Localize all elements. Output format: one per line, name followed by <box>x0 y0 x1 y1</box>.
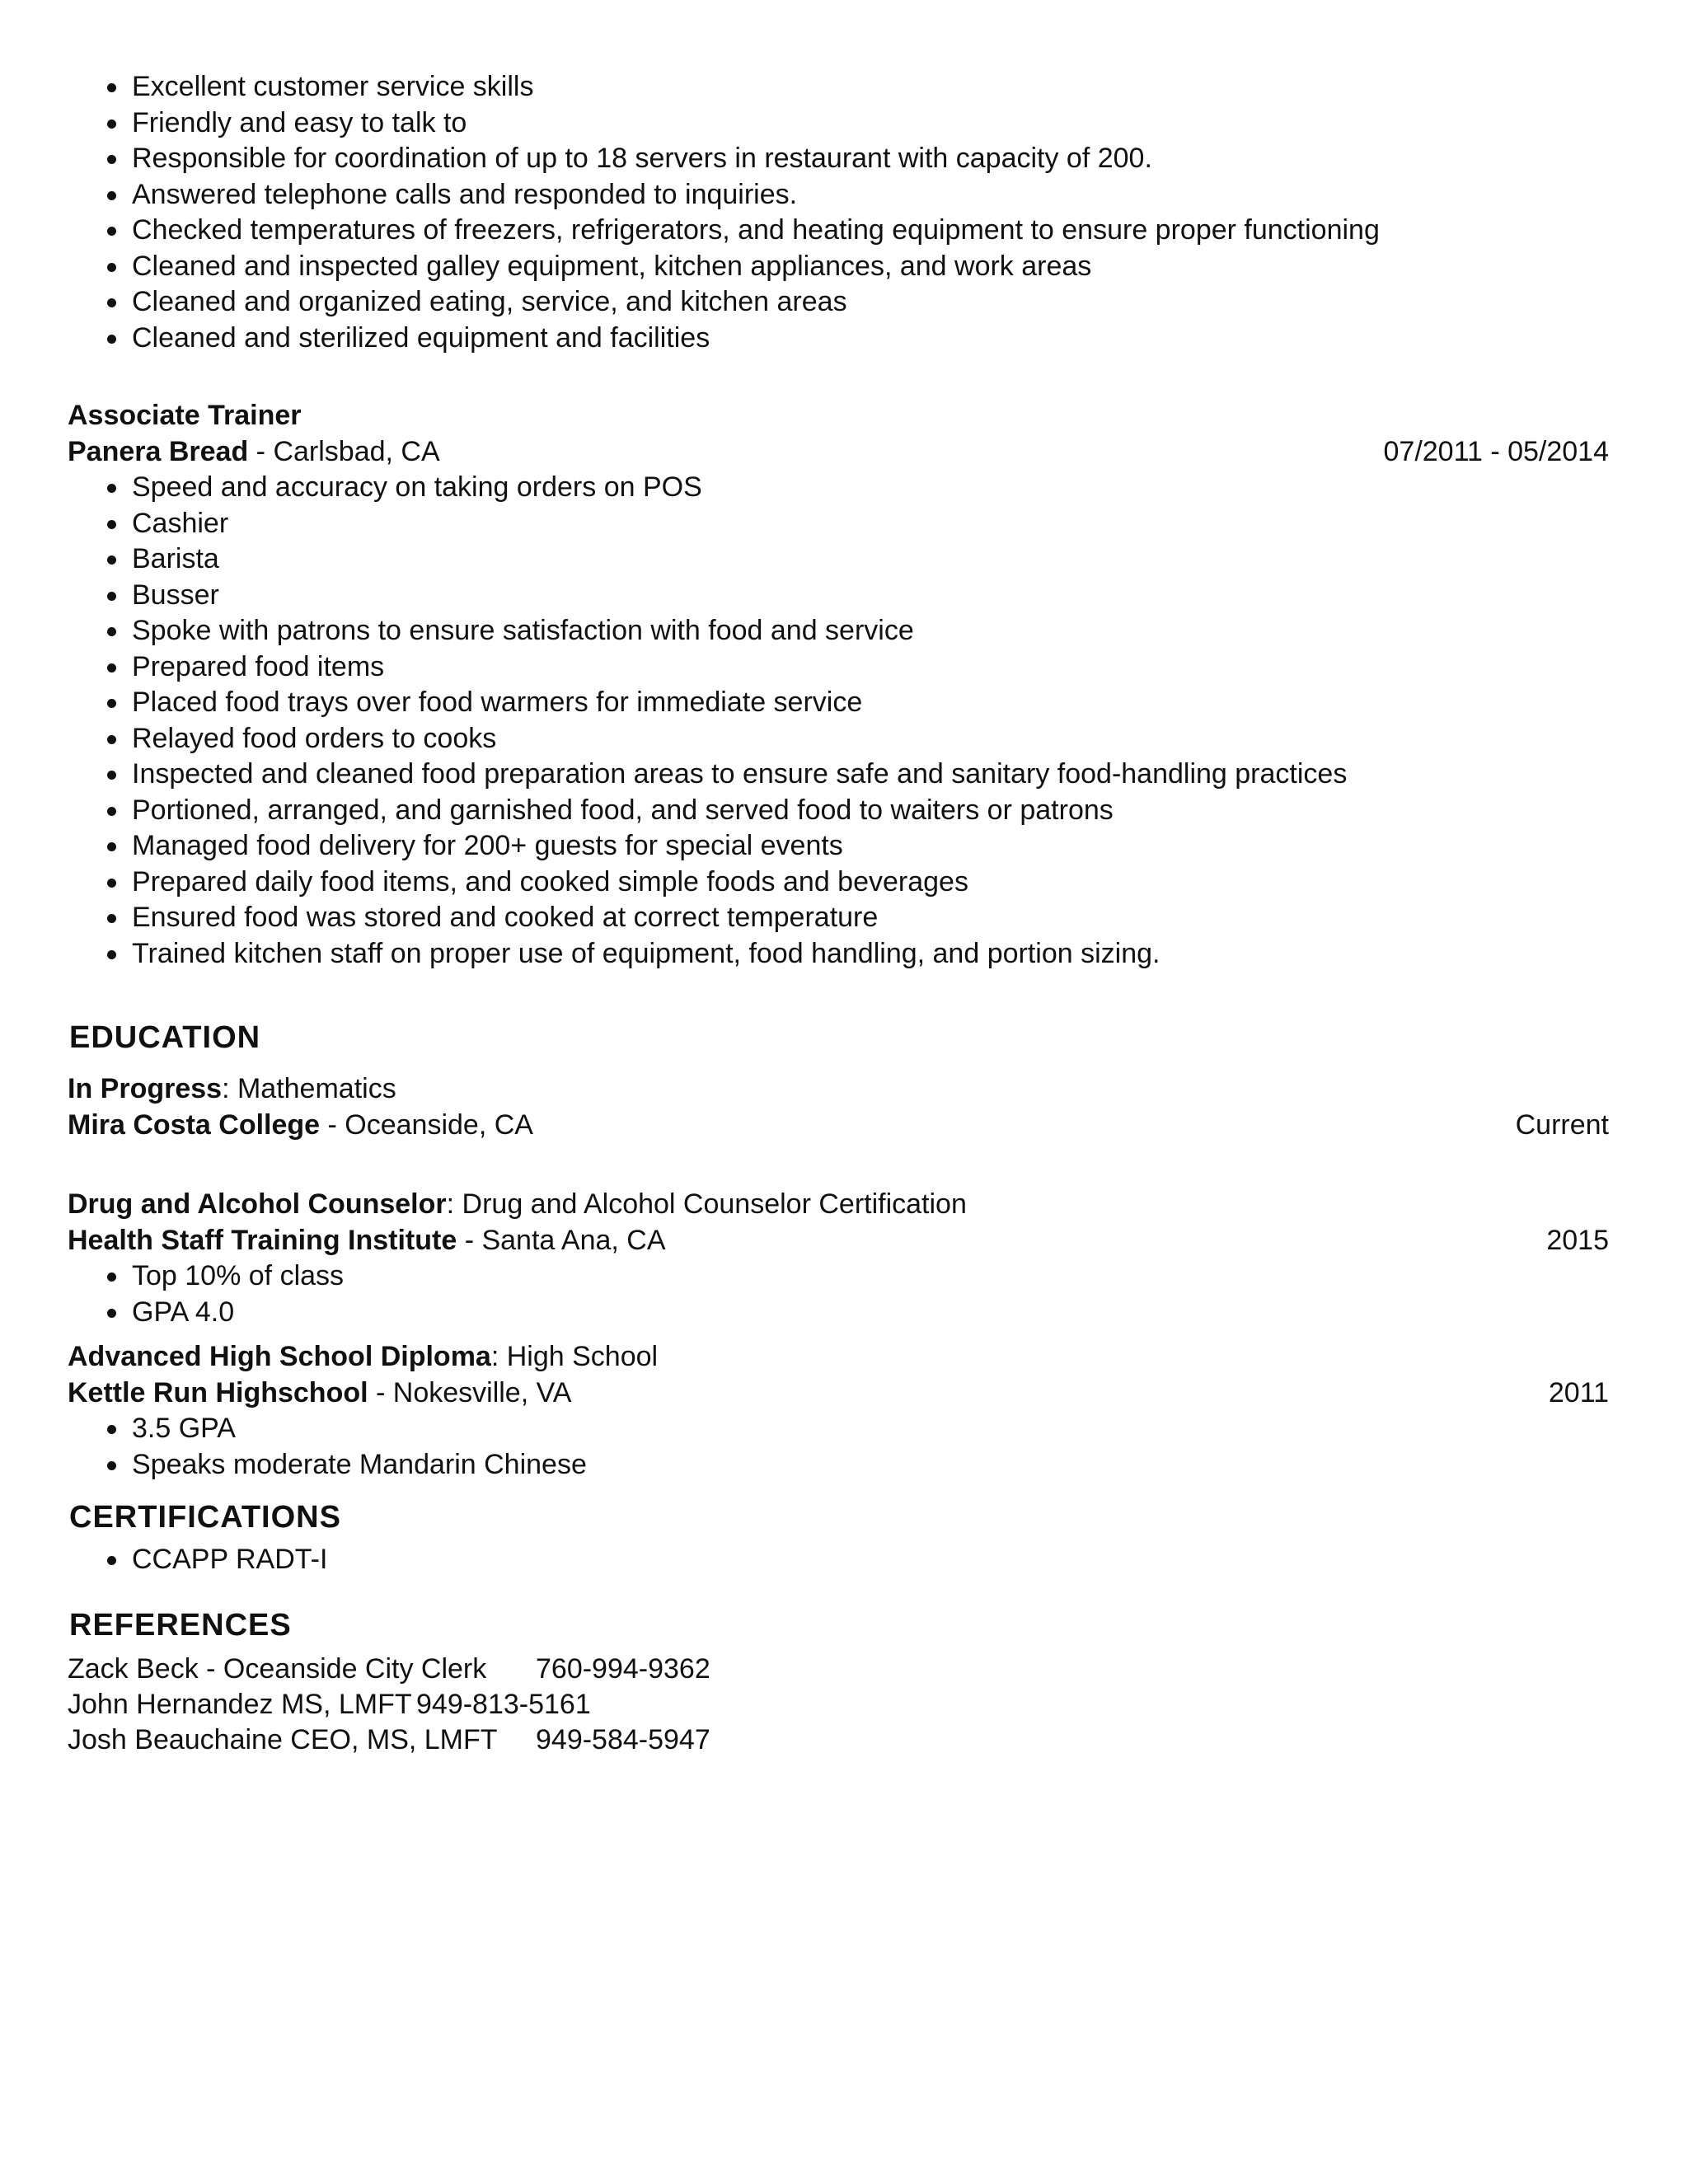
references-section <box>68 1605 1609 1758</box>
bullet-icon <box>107 771 116 780</box>
list-item: Cashier <box>68 506 1609 542</box>
reference-name: Josh Beauchaine CEO, MS, LMFT <box>68 1724 498 1755</box>
bullet-icon <box>107 592 116 601</box>
references-heading: REFERENCES <box>69 1608 292 1643</box>
education-degree-line <box>68 1339 1609 1376</box>
bullet-icon <box>107 335 116 344</box>
education-bullet-list <box>68 1258 1609 1330</box>
bullet-icon <box>107 83 116 92</box>
education-degree: In Progress <box>68 1073 223 1104</box>
list-item: Spoke with patrons to ensure satisfaction with food and service <box>68 613 1609 649</box>
reference-phone: 949-813-5161 <box>416 1689 591 1720</box>
bullet-icon <box>107 191 116 200</box>
education-location: - Nokesville, VA <box>368 1376 572 1408</box>
list-item: Responsible for coordination of up to 18 servers in restaurant with capacity of 200. <box>68 141 1609 177</box>
bullet-icon <box>107 484 116 493</box>
education-date: 2015 <box>1546 1224 1609 1256</box>
bullet-icon <box>107 1309 116 1318</box>
bullet-icon <box>107 555 116 565</box>
education-location: - Santa Ana, CA <box>457 1224 666 1256</box>
list-item: Prepared daily food items, and cooked simple foods and beverages <box>68 865 1609 901</box>
job-entry <box>68 398 1609 972</box>
reference-phone: 949-584-5947 <box>536 1724 710 1755</box>
list-item: Cleaned and organized eating, service, and kitchen areas <box>68 284 1609 321</box>
bullet-icon <box>107 155 116 164</box>
education-field: : Drug and Alcohol Counselor Certification <box>446 1188 967 1220</box>
list-item: Barista <box>68 541 1609 578</box>
education-school-line <box>68 1376 1609 1412</box>
education-school: Kettle Run Highschool <box>68 1376 368 1408</box>
education-date: 2011 <box>1548 1376 1609 1408</box>
list-item: Friendly and easy to talk to <box>68 105 1609 142</box>
job-dates: 07/2011 - 05/2014 <box>1383 435 1609 467</box>
job-title: Associate Trainer <box>68 400 302 431</box>
education-location: - Oceanside, CA <box>320 1108 533 1141</box>
bullet-icon <box>107 298 116 307</box>
certifications-heading: CERTIFICATIONS <box>69 1500 341 1535</box>
list-item: Answered telephone calls and responded to inquiries. <box>68 177 1609 213</box>
bullet-icon <box>107 1461 116 1470</box>
reference-row <box>68 1652 1609 1687</box>
reference-name: John Hernandez MS, LMFT <box>68 1689 412 1720</box>
education-degree-line <box>68 1071 1609 1108</box>
bullet-icon <box>107 1272 116 1282</box>
list-item: Relayed food orders to cooks <box>68 721 1609 757</box>
list-item: Speaks moderate Mandarin Chinese <box>68 1447 1609 1483</box>
reference-name: Zack Beck - Oceanside City Clerk <box>68 1653 487 1685</box>
certifications-section <box>68 1497 1609 1578</box>
list-item: Placed food trays over food warmers for immediate service <box>68 685 1609 721</box>
bullet-icon <box>107 1425 116 1434</box>
list-item: Checked temperatures of freezers, refrigerators, and heating equipment to ensure proper functioning <box>68 213 1609 249</box>
education-degree: Advanced High School Diploma <box>68 1341 491 1372</box>
education-section <box>68 1018 1609 1057</box>
bullet-icon <box>107 950 116 959</box>
bullet-icon <box>107 627 116 636</box>
bullet-icon <box>107 663 116 673</box>
list-item: GPA 4.0 <box>68 1295 1609 1331</box>
reference-row <box>68 1687 1609 1722</box>
education-degree-line <box>68 1187 1609 1223</box>
education-field: : High School <box>490 1341 659 1372</box>
list-item: Managed food delivery for 200+ guests for special events <box>68 828 1609 865</box>
education-school: Mira Costa College <box>68 1108 321 1141</box>
list-item: Cleaned and sterilized equipment and facilities <box>68 321 1609 357</box>
intro-bullets-block <box>68 69 1609 356</box>
list-item: Top 10% of class <box>68 1258 1609 1295</box>
education-school-line <box>68 1223 1609 1259</box>
certifications-list <box>68 1542 1609 1578</box>
education-entry-3 <box>68 1339 1609 1483</box>
reference-row <box>68 1722 1609 1758</box>
list-item: Inspected and cleaned food preparation areas to ensure safe and sanitary food-handling practices <box>68 757 1609 793</box>
intro-bullet-list <box>68 69 1609 356</box>
job-company-line <box>68 434 1609 471</box>
list-item: Portioned, arranged, and garnished food, and served food to waiters or patrons <box>68 793 1609 829</box>
bullet-icon <box>107 879 116 888</box>
list-item: Speed and accuracy on taking orders on POS <box>68 470 1609 506</box>
list-item: Busser <box>68 578 1609 614</box>
job-company: Panera Bread <box>68 435 249 467</box>
reference-phone: 760-994-9362 <box>536 1653 710 1685</box>
education-field: : Mathematics <box>222 1073 396 1104</box>
bullet-icon <box>107 520 116 529</box>
education-date: Current <box>1515 1108 1609 1141</box>
bullet-icon <box>107 120 116 129</box>
education-entry-1 <box>68 1071 1609 1143</box>
bullet-icon <box>107 735 116 744</box>
education-heading: EDUCATION <box>69 1020 261 1055</box>
list-item: Excellent customer service skills <box>68 69 1609 105</box>
list-item: CCAPP RADT-I <box>68 1542 1609 1578</box>
bullet-icon <box>107 842 116 851</box>
list-item: Ensured food was stored and cooked at correct temperature <box>68 900 1609 936</box>
education-degree: Drug and Alcohol Counselor <box>68 1188 447 1220</box>
job-location: - Carlsbad, CA <box>248 435 440 467</box>
bullet-icon <box>107 914 116 923</box>
bullet-icon <box>107 807 116 816</box>
bullet-icon <box>107 1556 116 1565</box>
education-school: Health Staff Training Institute <box>68 1224 457 1256</box>
education-school-line <box>68 1108 1609 1144</box>
bullet-icon <box>107 263 116 272</box>
bullet-icon <box>107 227 116 236</box>
education-bullet-list <box>68 1411 1609 1483</box>
references-list <box>68 1652 1609 1758</box>
bullet-icon <box>107 699 116 708</box>
education-entry-2 <box>68 1187 1609 1330</box>
job-bullet-list <box>68 470 1609 972</box>
list-item: 3.5 GPA <box>68 1411 1609 1447</box>
list-item: Prepared food items <box>68 649 1609 686</box>
list-item: Cleaned and inspected galley equipment, kitchen appliances, and work areas <box>68 249 1609 285</box>
list-item: Trained kitchen staff on proper use of equipment, food handling, and portion sizing. <box>68 936 1609 972</box>
